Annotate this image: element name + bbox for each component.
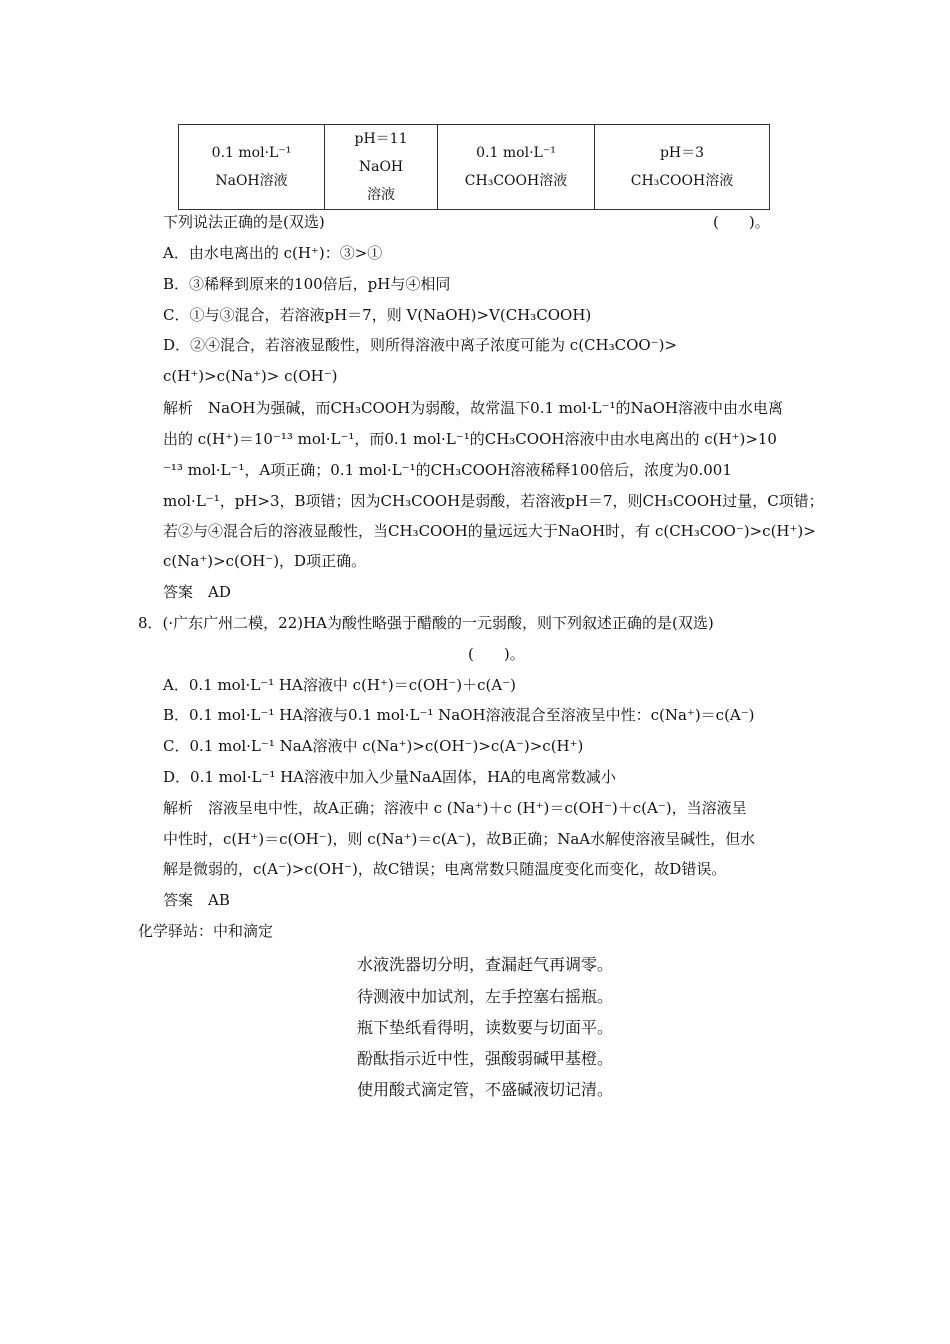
- q7-analysis-line: mol·L⁻¹，pH>3，B项错；因为CH₃COOH是弱酸，若溶液pH＝7，则CH₃COOH过量，C项错；: [163, 492, 824, 510]
- q7-option-c: C．①与③混合，若溶液pH＝7，则 V(NaOH)>V(CH₃COOH): [163, 306, 592, 324]
- cell-line: 0.1 mol·L⁻¹: [476, 145, 556, 161]
- q8-stem: 8．(·广东广州二模，22)HA为酸性略强于醋酸的一元弱酸，则下列叙述正确的是(双选): [138, 614, 714, 632]
- table-cell: [438, 125, 595, 210]
- q7-answer-bracket: ( )。: [713, 213, 770, 231]
- cell-line: CH₃COOH溶液: [464, 173, 568, 189]
- table-cell: [179, 125, 325, 210]
- poem-line: 酚酞指示近中性，强酸弱碱甲基橙。: [357, 1049, 614, 1068]
- poem-line: 瓶下垫纸看得明，读数要与切面平。: [357, 1018, 614, 1037]
- poem-line: 待测液中加试剂，左手控塞右摇瓶。: [357, 987, 614, 1006]
- cell-line: CH₃COOH溶液: [630, 173, 734, 189]
- table-cell: [595, 125, 770, 210]
- q7-analysis-line: c(Na⁺)>c(OH⁻)，D项正确。: [163, 552, 367, 570]
- q7-option-d: D．②④混合，若溶液显酸性，则所得溶液中离子浓度可能为 c(CH₃COO⁻)>: [163, 336, 678, 354]
- q8-answer: 答案 AB: [163, 891, 230, 909]
- q8-option-d: D．0.1 mol·L⁻¹ HA溶液中加入少量NaA固体，HA的电离常数减小: [163, 768, 616, 786]
- q8-option-a: A．0.1 mol·L⁻¹ HA溶液中 c(H⁺)＝c(OH⁻)＋c(A⁻): [163, 676, 516, 694]
- q8-analysis-line: 解析 溶液呈电中性，故A正确；溶液中 c (Na⁺)＋c (H⁺)＝c(OH⁻)＋c(A⁻)，当溶液呈: [163, 799, 747, 817]
- q7-stem: 下列说法正确的是(双选): [163, 213, 325, 231]
- q7-analysis-line: ⁻¹³ mol·L⁻¹，A项正确；0.1 mol·L⁻¹的CH₃COOH溶液稀释100倍后，浓度为0.001: [163, 461, 732, 479]
- poem-line: 水液洗器切分明，查漏赶气再调零。: [357, 955, 614, 974]
- cell-line: 0.1 mol·L⁻¹: [211, 145, 292, 161]
- q8-answer-bracket: ( )。: [468, 645, 525, 663]
- q7-answer: 答案 AD: [163, 583, 231, 601]
- q8-option-c: C．0.1 mol·L⁻¹ NaA溶液中 c(Na⁺)>c(OH⁻)>c(A⁻)>c(H⁺): [163, 737, 584, 755]
- q7-analysis-line: 若②与④混合后的溶液显酸性，当CH₃COOH的量远远大于NaOH时，有 c(CH₃COO⁻)>c(H⁺)>: [163, 522, 816, 540]
- cell-line: pH＝11 NaOH: [354, 131, 408, 175]
- cell-line: pH＝3: [659, 145, 705, 161]
- solutions-table: [178, 124, 770, 210]
- table-row: [179, 125, 770, 210]
- station-title: 化学驿站：中和滴定: [138, 922, 274, 940]
- q7-option-d-cont: c(H⁺)>c(Na⁺)> c(OH⁻): [163, 367, 338, 385]
- cell-line: NaOH溶液: [215, 173, 288, 189]
- q7-option-a: A．由水电离出的 c(H⁺)：③>①: [163, 244, 383, 262]
- q8-option-b: B．0.1 mol·L⁻¹ HA溶液与0.1 mol·L⁻¹ NaOH溶液混合至溶液呈中性：c(Na⁺)＝c(A⁻): [163, 706, 755, 724]
- poem-line: 使用酸式滴定管，不盛碱液切记清。: [357, 1080, 614, 1099]
- q8-analysis-line: 解是微弱的，c(A⁻)>c(OH⁻)，故C错误；电离常数只随温度变化而变化，故D错误。: [163, 860, 727, 878]
- q7-analysis-line: 解析 NaOH为强碱，而CH₃COOH为弱酸，故常温下0.1 mol·L⁻¹的NaOH溶液中由水电离: [163, 399, 783, 417]
- q7-analysis-line: 出的 c(H⁺)＝10⁻¹³ mol·L⁻¹，而0.1 mol·L⁻¹的CH₃COOH溶液中由水电离出的 c(H⁺)>10: [163, 430, 777, 448]
- cell-line: 溶液: [367, 187, 395, 203]
- q8-analysis-line: 中性时，c(H⁺)＝c(OH⁻)，则 c(Na⁺)＝c(A⁻)，故B正确；NaA水解使溶液呈碱性，但水: [163, 830, 756, 848]
- table-cell: [325, 125, 438, 210]
- q7-option-b: B．③稀释到原来的100倍后，pH与④相同: [163, 275, 451, 293]
